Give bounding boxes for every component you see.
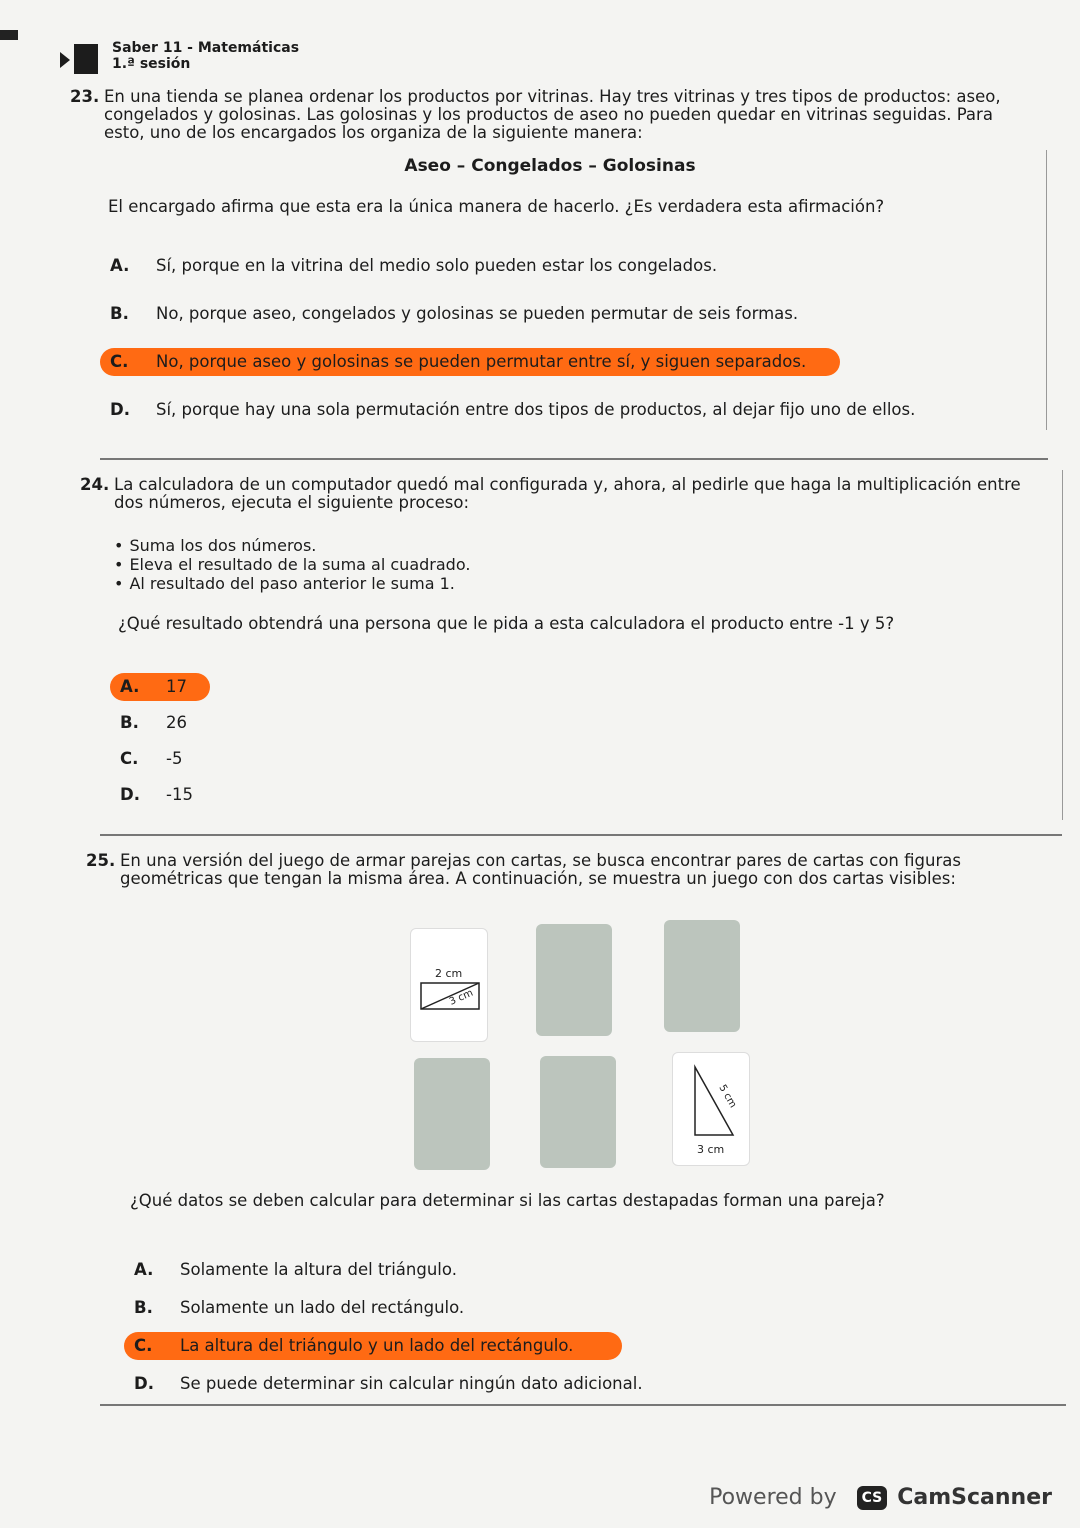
rect-diag-label: 3 cm (447, 987, 475, 1008)
list-item: • Suma los dos números. (114, 536, 1050, 555)
option-a[interactable]: A. Sí, porque en la vitrina del medio solo pueden estar los congelados. (110, 255, 718, 275)
question-25-options (130, 1192, 1030, 1398)
question-prompt: ¿Qué resultado obtendrá una persona que le pida a esta calculadora el producto entre -1 y 5? (118, 614, 895, 633)
card-rectangle[interactable] (410, 928, 488, 1042)
play-icon (60, 40, 100, 76)
question-stem: En una versión del juego de armar parejas con cartas, se busca encontrar pares de cartas con figuras geométricas que tengan la misma área. A continuación, se muestra un juego con dos cartas visibles: (120, 851, 961, 888)
option-b[interactable]: B. Solamente un lado del rectángulo. (134, 1297, 465, 1317)
page-header (60, 40, 299, 76)
option-c-highlighted[interactable]: C. La altura del triángulo y un lado del rectángulo. (134, 1330, 1030, 1360)
option-c[interactable]: C. -5 (120, 748, 183, 768)
option-c-highlighted[interactable]: C. No, porque aseo y golosinas se pueden permutar entre sí, y siguen separados. (110, 346, 1030, 376)
camscanner-footer (709, 1485, 1052, 1510)
session-label: 1.ª sesión (112, 56, 191, 72)
question-prompt: El encargado afirma que esta era la única manera de hacerlo. ¿Es verdadera esta afirmación? (108, 197, 885, 216)
question-number: 25. (86, 851, 116, 870)
question-stem: En una tienda se planea ordenar los productos por vitrinas. Hay tres vitrinas y tres tipos de productos: aseo, congelados y golosinas. Las golosinas y los productos de aseo no pueden quedar en vitrinas seguidas. Para esto, uno de los encargados los organiza de la siguiente manera: (104, 87, 1001, 142)
option-a[interactable]: A. Solamente la altura del triángulo. (134, 1259, 457, 1279)
card-face-down[interactable] (540, 1056, 616, 1168)
divider (100, 834, 1062, 836)
question-prompt: ¿Qué datos se deben calcular para determinar si las cartas destapadas forman una pareja? (130, 1191, 885, 1210)
frame-line (1062, 470, 1063, 820)
arrangement-text: Aseo – Congelados – Golosinas (404, 156, 696, 176)
option-d[interactable]: D. Se puede determinar sin calcular ningún dato adicional. (134, 1373, 643, 1393)
card-grid (410, 920, 750, 1180)
camscanner-logo: CS (857, 1486, 888, 1510)
question-number: 24. (80, 475, 110, 494)
powered-by-text: Powered by (709, 1485, 837, 1510)
divider (100, 458, 1048, 460)
option-d[interactable]: D. -15 (120, 784, 193, 804)
question-25 (86, 852, 1056, 888)
rectangle-figure (411, 929, 487, 1041)
option-a-highlighted[interactable]: A. 17 (120, 671, 1050, 701)
card-face-down[interactable] (414, 1058, 490, 1170)
option-b[interactable]: B. 26 (120, 712, 187, 732)
question-number: 23. (70, 87, 100, 106)
question-stem: La calculadora de un computador quedó mal configurada y, ahora, al pedirle que haga la multiplicación entre dos números, ejecuta el siguiente proceso: (114, 475, 1021, 512)
frame-line (1046, 150, 1047, 430)
tri-hyp-label: 5 cm (716, 1083, 739, 1110)
tri-base-label: 3 cm (697, 1143, 725, 1156)
question-24 (80, 476, 1050, 809)
corner-mark (0, 30, 18, 40)
card-face-down[interactable] (664, 920, 740, 1032)
card-face-down[interactable] (536, 924, 612, 1036)
list-item: • Al resultado del paso anterior le suma 1. (114, 574, 1050, 593)
card-triangle[interactable] (672, 1052, 750, 1166)
steps-list (114, 536, 1050, 593)
triangle-figure (673, 1053, 749, 1165)
exam-title: Saber 11 - Matemáticas (112, 40, 300, 56)
rect-width-label: 2 cm (435, 967, 463, 980)
camscanner-brand: CamScanner (897, 1485, 1052, 1510)
list-item: • Eleva el resultado de la suma al cuadrado. (114, 555, 1050, 574)
option-d[interactable]: D. Sí, porque hay una sola permutación entre dos tipos de productos, al dejar fijo uno de ellos. (110, 399, 916, 419)
divider (100, 1404, 1066, 1406)
question-23 (70, 88, 1030, 424)
option-b[interactable]: B. No, porque aseo, congelados y golosinas se pueden permutar de seis formas. (110, 303, 799, 323)
